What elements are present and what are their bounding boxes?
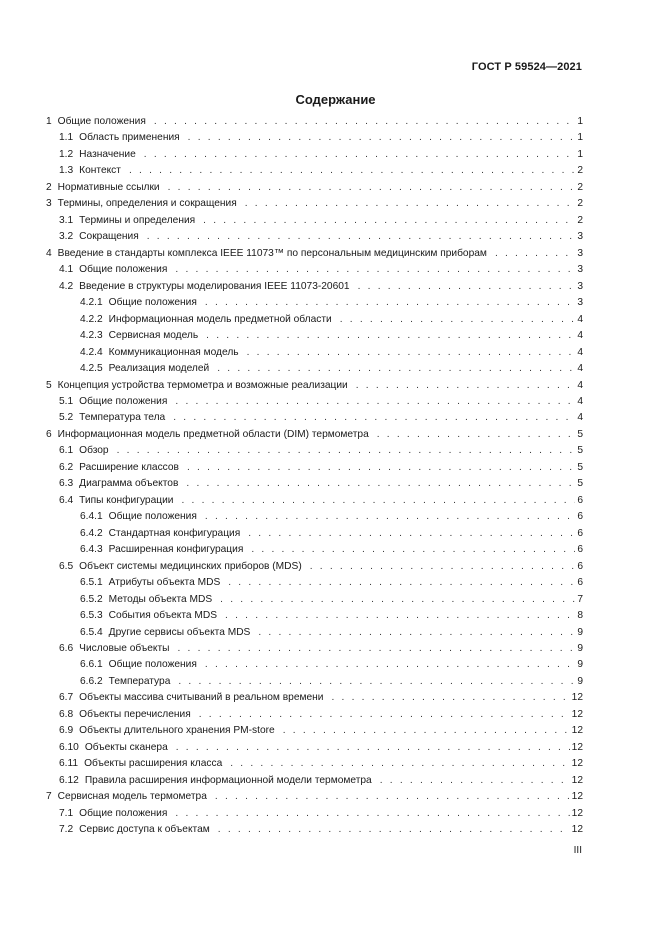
toc-entry[interactable] — [45, 740, 583, 756]
toc-entry[interactable] — [45, 163, 583, 179]
toc-entry-title: Диаграмма объектов — [79, 478, 179, 490]
toc-dot-leader — [251, 542, 575, 558]
toc-dot-leader — [144, 147, 576, 163]
toc-title: Содержание — [295, 92, 376, 107]
toc-dot-leader — [205, 509, 575, 525]
toc-dot-leader — [117, 443, 576, 459]
toc-entry[interactable] — [45, 279, 583, 295]
toc-entry[interactable] — [45, 806, 583, 822]
toc-entry-page: 5 — [577, 445, 583, 457]
toc-entry-title: Температура тела — [79, 412, 166, 424]
toc-entry-title: Общие положения — [108, 297, 197, 309]
toc-entry-page: 4 — [577, 313, 583, 325]
toc-dot-leader — [217, 361, 575, 377]
toc-dot-leader — [310, 559, 576, 575]
toc-entry[interactable] — [45, 674, 583, 690]
toc-dot-leader — [245, 196, 576, 212]
toc-entry-page: 5 — [577, 478, 583, 490]
toc-dot-leader — [215, 789, 570, 805]
toc-entry-number: 6.4.1 — [80, 511, 103, 523]
toc-entry-page: 6 — [577, 560, 583, 572]
toc-dot-leader — [230, 756, 569, 772]
toc-entry-page: 7 — [577, 593, 583, 605]
toc-dot-leader — [340, 312, 576, 328]
toc-entry-page: 3 — [577, 297, 583, 309]
toc-dot-leader — [205, 657, 575, 673]
toc-dot-leader — [178, 674, 575, 690]
toc-dot-leader — [205, 295, 575, 311]
toc-entry[interactable] — [45, 394, 583, 410]
toc-dot-leader — [186, 476, 575, 492]
toc-dot-leader — [220, 592, 575, 608]
toc-entry-page: 2 — [577, 181, 583, 193]
toc-entry-page: 6 — [577, 494, 583, 506]
toc-dot-leader — [147, 229, 576, 245]
toc-entry-page: 9 — [577, 659, 583, 671]
toc-dot-leader — [154, 114, 575, 130]
toc-entry-number: 4.2.5 — [80, 363, 103, 375]
toc-entry-title: Расширение классов — [79, 461, 179, 473]
toc-entry-number: 1.2 — [59, 148, 74, 160]
toc-entry[interactable] — [45, 657, 583, 673]
toc-dot-leader — [203, 213, 575, 229]
toc-entry[interactable] — [45, 312, 583, 328]
toc-entry[interactable] — [45, 443, 583, 459]
toc-entry-number: 6.3 — [59, 478, 74, 490]
toc-entry-page: 12 — [571, 708, 583, 720]
toc-entry-number: 3.2 — [59, 231, 74, 243]
toc-entry-page: 3 — [577, 231, 583, 243]
toc-entry-title: Введение в стандарты комплекса IEEE 11073™ по персональным медицинским приборам — [57, 247, 487, 259]
toc-dot-leader — [176, 740, 570, 756]
toc-entry-number: 6.5 — [59, 560, 74, 572]
toc-entry-number: 6.6.2 — [80, 675, 103, 687]
toc-dot-leader — [218, 822, 570, 838]
toc-entry[interactable] — [45, 114, 583, 130]
toc-entry-title: Контекст — [79, 165, 121, 177]
toc-entry-title: Объекты длительного хранения PM-store — [79, 725, 275, 737]
toc-dot-leader — [206, 328, 575, 344]
toc-entry-number: 6.2 — [59, 461, 74, 473]
toc-entry-title: Объекты расширения класса — [84, 758, 223, 770]
toc-entry-page: 4 — [577, 363, 583, 375]
toc-entry[interactable] — [45, 822, 583, 838]
document-code: ГОСТ Р 59524—2021 — [471, 61, 582, 73]
toc-entry[interactable] — [45, 427, 583, 443]
toc-entry-title: Объект системы медицинских приборов (MDS) — [79, 560, 302, 572]
toc-entry-page: 12 — [571, 774, 583, 786]
page-number: III — [573, 845, 582, 856]
toc-entry[interactable] — [45, 542, 583, 558]
toc-entry[interactable] — [45, 625, 583, 641]
toc-entry-title: Сервисная модель термометра — [57, 791, 207, 803]
toc-entry-page: 2 — [577, 198, 583, 210]
toc-entry[interactable] — [45, 378, 583, 394]
toc-entry-title: Термины, определения и сокращения — [57, 198, 237, 210]
toc-entry-page: 3 — [577, 247, 583, 259]
toc-entry-number: 5.2 — [59, 412, 74, 424]
toc-dot-leader — [247, 345, 576, 361]
toc-entry[interactable] — [45, 476, 583, 492]
toc-entry-number: 3.1 — [59, 214, 74, 226]
toc-entry[interactable] — [45, 509, 583, 525]
toc-entry-page: 12 — [571, 692, 583, 704]
toc-dot-leader — [129, 163, 575, 179]
toc-entry-page: 12 — [571, 758, 583, 770]
toc-entry-page: 9 — [577, 643, 583, 654]
toc-entry-number: 6.4.3 — [80, 544, 103, 556]
toc-dot-leader — [495, 246, 575, 262]
table-of-contents — [45, 114, 583, 839]
toc-entry-number: 6.7 — [59, 692, 74, 704]
toc-entry-page: 12 — [571, 725, 583, 737]
toc-entry-title: Стандартная конфигурация — [108, 527, 241, 539]
toc-entry[interactable] — [45, 526, 583, 542]
toc-entry-title: Реализация моделей — [108, 363, 210, 375]
toc-entry-title: Общие положения — [79, 395, 168, 407]
toc-entry-title: Назначение — [79, 148, 136, 160]
toc-entry[interactable] — [45, 361, 583, 377]
toc-entry-title: Атрибуты объекта MDS — [108, 577, 221, 589]
toc-dot-leader — [377, 427, 576, 443]
toc-entry[interactable] — [45, 246, 583, 262]
toc-entry-page: 5 — [577, 461, 583, 473]
toc-entry-title: События объекта MDS — [108, 610, 218, 622]
toc-entry-number: 6.10 — [59, 741, 79, 753]
toc-entry[interactable] — [45, 575, 583, 591]
toc-dot-leader — [173, 410, 575, 426]
toc-entry[interactable] — [45, 690, 583, 706]
toc-entry-page: 6 — [577, 511, 583, 523]
toc-entry[interactable] — [45, 493, 583, 509]
toc-entry-number: 6.6.1 — [80, 659, 103, 671]
toc-entry-title: Общие положения — [79, 807, 168, 819]
toc-entry-title: Методы объекта MDS — [108, 593, 213, 605]
toc-entry-title: Информационная модель предметной области — [108, 313, 332, 325]
toc-entry-number: 1.3 — [59, 165, 74, 177]
toc-dot-leader — [380, 773, 570, 789]
toc-dot-leader — [228, 575, 575, 591]
toc-entry-title: Объекты сканера — [84, 741, 168, 753]
toc-entry-title: Информационная модель предметной области (DIM) термометра — [57, 428, 369, 440]
toc-entry-title: Сокращения — [79, 231, 139, 243]
toc-entry-number: 6.1 — [59, 445, 74, 457]
toc-dot-leader — [187, 460, 575, 476]
toc-entry-number: 6.4 — [59, 494, 74, 506]
toc-entry-number: 4.1 — [59, 264, 74, 276]
toc-entry[interactable] — [45, 789, 583, 805]
toc-entry-title: Коммуникационная модель — [108, 346, 239, 358]
toc-entry-number: 6.5.1 — [80, 577, 103, 589]
toc-dot-leader — [283, 723, 570, 739]
toc-entry[interactable] — [45, 641, 583, 657]
toc-entry-number: 4.2.2 — [80, 313, 103, 325]
toc-entry[interactable] — [45, 328, 583, 344]
toc-entry[interactable] — [45, 147, 583, 163]
toc-entry[interactable] — [45, 559, 583, 575]
toc-entry-page: 2 — [577, 165, 583, 177]
toc-entry-title: Другие сервисы объекта MDS — [108, 626, 251, 638]
toc-entry-number: 1.1 — [59, 132, 74, 144]
toc-entry[interactable] — [45, 180, 583, 196]
toc-dot-leader — [356, 378, 576, 394]
toc-entry[interactable] — [45, 262, 583, 278]
toc-dot-leader — [258, 625, 575, 641]
toc-dot-leader — [358, 279, 576, 295]
toc-entry-number: 6.5.4 — [80, 626, 103, 638]
toc-entry-page: 6 — [577, 527, 583, 539]
toc-entry[interactable] — [45, 608, 583, 624]
toc-entry-number: 6.9 — [59, 725, 74, 737]
toc-entry-title: Сервисная модель — [108, 330, 199, 342]
toc-entry-number: 6.12 — [59, 774, 79, 786]
toc-entry-number: 4.2.4 — [80, 346, 103, 358]
toc-entry-page: 12 — [571, 824, 583, 836]
toc-entry-number: 1 — [46, 116, 52, 127]
toc-entry-number: 5.1 — [59, 395, 74, 407]
toc-entry[interactable] — [45, 196, 583, 212]
toc-entry[interactable] — [45, 460, 583, 476]
toc-entry-number: 6.6 — [59, 643, 74, 654]
toc-entry-page: 3 — [577, 280, 583, 292]
toc-dot-leader — [182, 493, 576, 509]
toc-dot-leader — [188, 130, 576, 146]
toc-entry-title: Область применения — [79, 132, 180, 144]
toc-entry-title: Термины и определения — [79, 214, 196, 226]
toc-entry-number: 4.2 — [59, 280, 74, 292]
toc-entry-number: 5 — [46, 379, 52, 391]
toc-entry-number: 4 — [46, 247, 52, 259]
toc-entry-number: 4.2.3 — [80, 330, 103, 342]
toc-entry-number: 4.2.1 — [80, 297, 103, 309]
toc-entry[interactable] — [45, 707, 583, 723]
toc-entry-title: Общие положения — [108, 659, 197, 671]
toc-entry-number: 6.5.2 — [80, 593, 103, 605]
toc-entry-title: Нормативные ссылки — [57, 181, 160, 193]
toc-entry[interactable] — [45, 130, 583, 146]
toc-entry-page: 8 — [577, 610, 583, 622]
toc-entry-page: 5 — [577, 428, 583, 440]
toc-entry[interactable] — [45, 229, 583, 245]
toc-entry-page: 6 — [577, 577, 583, 589]
toc-entry[interactable] — [45, 410, 583, 426]
toc-entry[interactable] — [45, 723, 583, 739]
toc-entry[interactable] — [45, 213, 583, 229]
toc-entry-page: 4 — [577, 379, 583, 391]
toc-dot-leader — [168, 180, 576, 196]
toc-dot-leader — [175, 394, 575, 410]
toc-entry-title: Сервис доступа к объектам — [79, 824, 210, 836]
toc-entry-page: 1 — [577, 148, 583, 160]
toc-entry-title: Общие положения — [108, 511, 197, 523]
toc-entry[interactable] — [45, 773, 583, 789]
toc-entry-page: 12 — [571, 807, 583, 819]
toc-entry-title: Расширенная конфигурация — [108, 544, 244, 556]
toc-entry-title: Объекты массива считываний в реальном времени — [79, 692, 324, 704]
toc-dot-leader — [177, 641, 575, 657]
toc-entry-title: Типы конфигурации — [79, 494, 174, 506]
toc-entry-title: Температура — [108, 675, 171, 687]
toc-entry-number: 6.11 — [59, 758, 79, 770]
toc-entry-title: Правила расширения информационной модели термометра — [84, 774, 372, 786]
toc-entry-title: Общие положения — [79, 264, 168, 276]
toc-entry-page: 9 — [577, 675, 583, 687]
toc-entry-page: 6 — [577, 544, 583, 556]
toc-entry-number: 7.1 — [59, 807, 74, 819]
toc-entry-page: 4 — [577, 346, 583, 358]
toc-entry-page: 12 — [571, 741, 583, 753]
toc-entry-page: 12 — [571, 791, 583, 803]
toc-entry-number: 6.8 — [59, 708, 74, 720]
toc-entry[interactable] — [45, 295, 583, 311]
toc-entry[interactable] — [45, 756, 583, 772]
toc-entry-title: Обзор — [79, 445, 109, 457]
toc-entry-title: Концепция устройства термометра и возможные реализации — [57, 379, 348, 391]
toc-entry-page: 4 — [577, 330, 583, 342]
toc-dot-leader — [199, 707, 570, 723]
toc-entry-number: 7.2 — [59, 824, 74, 836]
toc-dot-leader — [331, 690, 569, 706]
toc-dot-leader — [175, 806, 569, 822]
toc-entry-title: Введение в структуры моделирования IEEE 11073-20601 — [79, 280, 350, 292]
toc-entry-page: 1 — [577, 116, 583, 127]
toc-entry-page: 3 — [577, 264, 583, 276]
toc-dot-leader — [175, 262, 575, 278]
toc-entry-page: 2 — [577, 214, 583, 226]
toc-entry-page: 9 — [577, 626, 583, 638]
toc-dot-leader — [248, 526, 575, 542]
toc-entry-title: Общие положения — [57, 116, 146, 127]
toc-entry-number: 6.4.2 — [80, 527, 103, 539]
toc-entry-page: 4 — [577, 395, 583, 407]
toc-entry-title: Числовые объекты — [79, 643, 170, 654]
toc-entry-page: 1 — [577, 132, 583, 144]
toc-entry-number: 3 — [46, 198, 52, 210]
toc-entry-number: 6.5.3 — [80, 610, 103, 622]
toc-entry-number: 7 — [46, 791, 52, 803]
toc-entry-number: 2 — [46, 181, 52, 193]
toc-dot-leader — [225, 608, 575, 624]
toc-entry[interactable] — [45, 345, 583, 361]
toc-entry-number: 6 — [46, 428, 52, 440]
toc-entry-title: Объекты перечисления — [79, 708, 191, 720]
toc-entry-page: 4 — [577, 412, 583, 424]
toc-entry[interactable] — [45, 592, 583, 608]
